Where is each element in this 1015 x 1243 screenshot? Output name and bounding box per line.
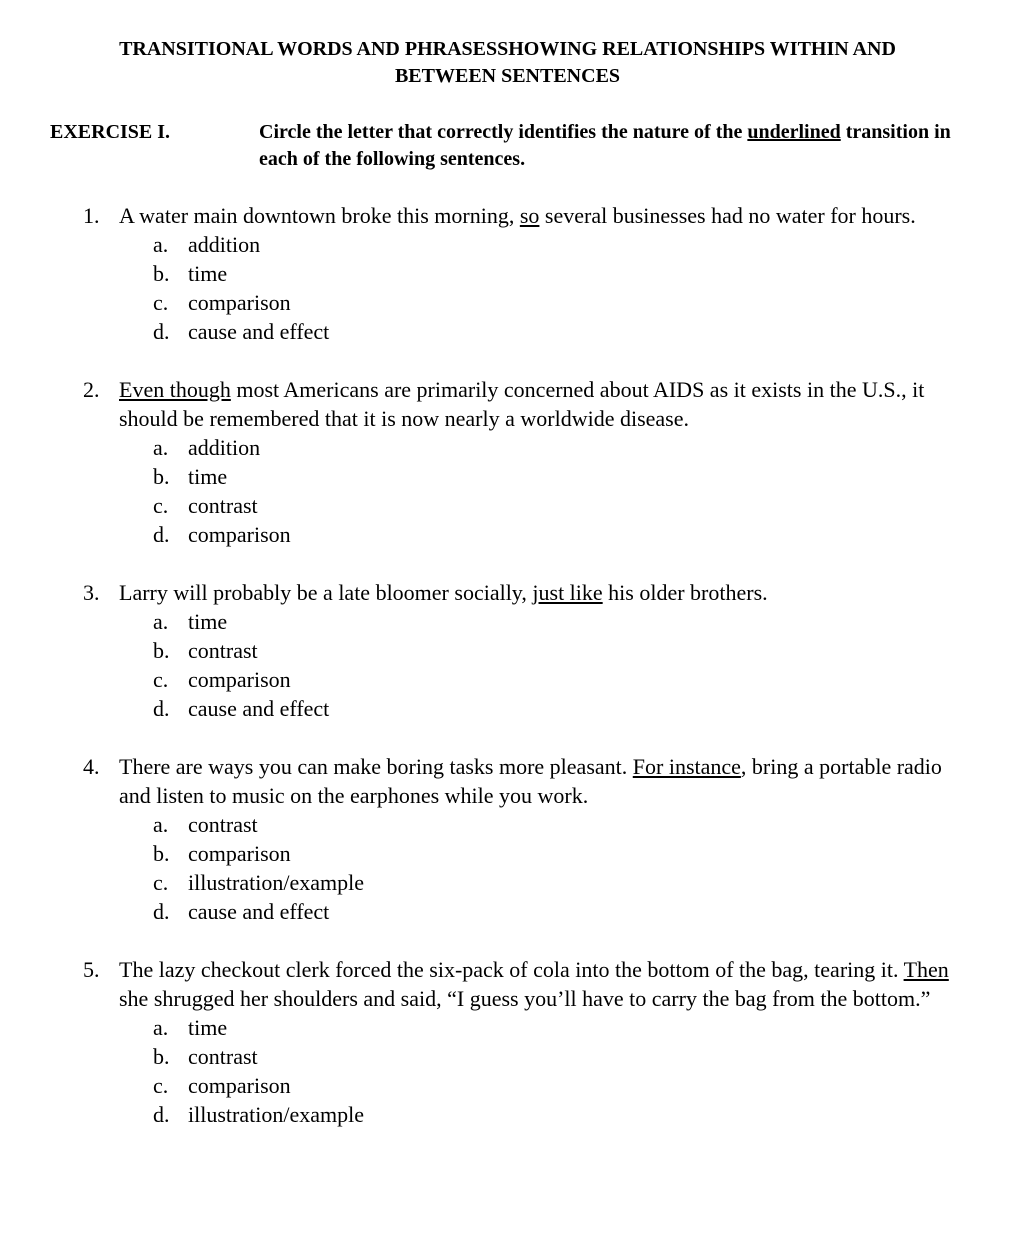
answer-options — [0, 607, 1015, 723]
answer-option — [0, 1013, 1015, 1042]
answer-option — [0, 230, 1015, 259]
question-number: 1. — [83, 203, 100, 228]
exercise-label: EXERCISE I. — [50, 121, 171, 143]
exercise-instruction — [259, 119, 959, 173]
answer-option — [0, 462, 1015, 491]
answer-option — [0, 839, 1015, 868]
question-text-before: Larry will probably be a late bloomer socially, — [119, 580, 533, 605]
answer-option — [0, 1100, 1015, 1129]
option-letter: a. — [153, 435, 169, 460]
option-letter: a. — [153, 609, 169, 634]
question-number: 4. — [83, 754, 100, 779]
answer-option — [0, 433, 1015, 462]
answer-option — [0, 810, 1015, 839]
question-text-after: several businesses had no water for hours. — [539, 203, 916, 228]
question-text — [119, 375, 979, 433]
option-letter: c. — [153, 667, 169, 692]
question-number: 5. — [83, 957, 100, 982]
question-number: 2. — [83, 377, 100, 402]
question-text — [119, 201, 979, 230]
answer-options — [0, 1013, 1015, 1129]
question-text-before: A water main downtown broke this morning, — [119, 203, 520, 228]
underlined-transition: For instance — [632, 754, 741, 779]
answer-option — [0, 491, 1015, 520]
option-text: addition — [188, 435, 261, 460]
option-text: comparison — [188, 667, 291, 692]
answer-option — [0, 607, 1015, 636]
option-letter: d. — [153, 1102, 170, 1127]
answer-option — [0, 636, 1015, 665]
option-letter: c. — [153, 290, 169, 315]
option-text: comparison — [188, 290, 291, 315]
answer-option — [0, 520, 1015, 549]
answer-option — [0, 694, 1015, 723]
instruction-underlined-word: underlined — [747, 121, 841, 143]
question-text-after: , bring a portable radio and listen to music on the earphones while you work. — [119, 754, 942, 808]
option-letter: b. — [153, 841, 170, 866]
answer-options — [0, 810, 1015, 926]
title-line-2: BETWEEN SENTENCES — [394, 65, 621, 87]
option-text: contrast — [188, 493, 258, 518]
option-text: addition — [188, 232, 261, 257]
question-text — [119, 578, 979, 607]
question-item — [0, 955, 1015, 1129]
option-text: comparison — [188, 1073, 291, 1098]
option-letter: b. — [153, 464, 170, 489]
option-text: cause and effect — [188, 899, 330, 924]
underlined-transition: Even though — [119, 377, 231, 402]
answer-option — [0, 288, 1015, 317]
option-text: contrast — [188, 638, 258, 663]
instruction-text-after: transition in each of the following sentences. — [259, 121, 951, 170]
answer-option — [0, 1042, 1015, 1071]
answer-options — [0, 433, 1015, 549]
option-text: illustration/example — [188, 870, 364, 895]
option-text: time — [188, 609, 228, 634]
option-letter: b. — [153, 638, 170, 663]
option-letter: c. — [153, 493, 169, 518]
worksheet-title — [40, 36, 975, 90]
answer-option — [0, 665, 1015, 694]
option-letter: b. — [153, 1044, 170, 1069]
question-text — [119, 752, 979, 810]
answer-options — [0, 230, 1015, 346]
instruction-text-before: Circle the letter that correctly identifies the nature of the — [259, 121, 748, 143]
option-letter: d. — [153, 696, 170, 721]
option-text: cause and effect — [188, 696, 330, 721]
option-letter: c. — [153, 1073, 169, 1098]
question-item — [0, 752, 1015, 926]
question-text — [119, 955, 979, 1013]
question-item — [0, 578, 1015, 723]
option-letter: d. — [153, 899, 170, 924]
option-letter: a. — [153, 232, 169, 257]
question-number: 3. — [83, 580, 100, 605]
answer-option — [0, 897, 1015, 926]
answer-option — [0, 317, 1015, 346]
question-text-before: The lazy checkout clerk forced the six-pack of cola into the bottom of the bag, tearing it. — [119, 957, 904, 982]
option-letter: d. — [153, 522, 170, 547]
option-letter: c. — [153, 870, 169, 895]
question-text-after: most Americans are primarily concerned about AIDS as it exists in the U.S., it should be remembered that it is now nearly a worldwide disease. — [119, 377, 925, 431]
title-line-1: TRANSITIONAL WORDS AND PHRASESSHOWING RELATIONSHIPS WITHIN AND — [119, 38, 896, 60]
option-letter: a. — [153, 812, 169, 837]
option-letter: a. — [153, 1015, 169, 1040]
answer-option — [0, 868, 1015, 897]
option-letter: d. — [153, 319, 170, 344]
question-item — [0, 201, 1015, 346]
option-text: illustration/example — [188, 1102, 364, 1127]
answer-option — [0, 1071, 1015, 1100]
option-text: cause and effect — [188, 319, 330, 344]
underlined-transition: Then — [903, 957, 949, 982]
underlined-transition: so — [519, 203, 540, 228]
option-text: time — [188, 261, 228, 286]
option-text: time — [188, 1015, 228, 1040]
answer-option — [0, 259, 1015, 288]
option-letter: b. — [153, 261, 170, 286]
question-item — [0, 375, 1015, 549]
question-list — [0, 201, 1015, 1158]
option-text: comparison — [188, 841, 291, 866]
option-text: contrast — [188, 812, 258, 837]
option-text: contrast — [188, 1044, 258, 1069]
option-text: time — [188, 464, 228, 489]
question-text-after: his older brothers. — [602, 580, 768, 605]
option-text: comparison — [188, 522, 291, 547]
question-text-after: she shrugged her shoulders and said, “I guess you’ll have to carry the bag from the bottom.” — [119, 986, 931, 1011]
question-text-before: There are ways you can make boring tasks more pleasant. — [119, 754, 633, 779]
underlined-transition: just like — [532, 580, 603, 605]
